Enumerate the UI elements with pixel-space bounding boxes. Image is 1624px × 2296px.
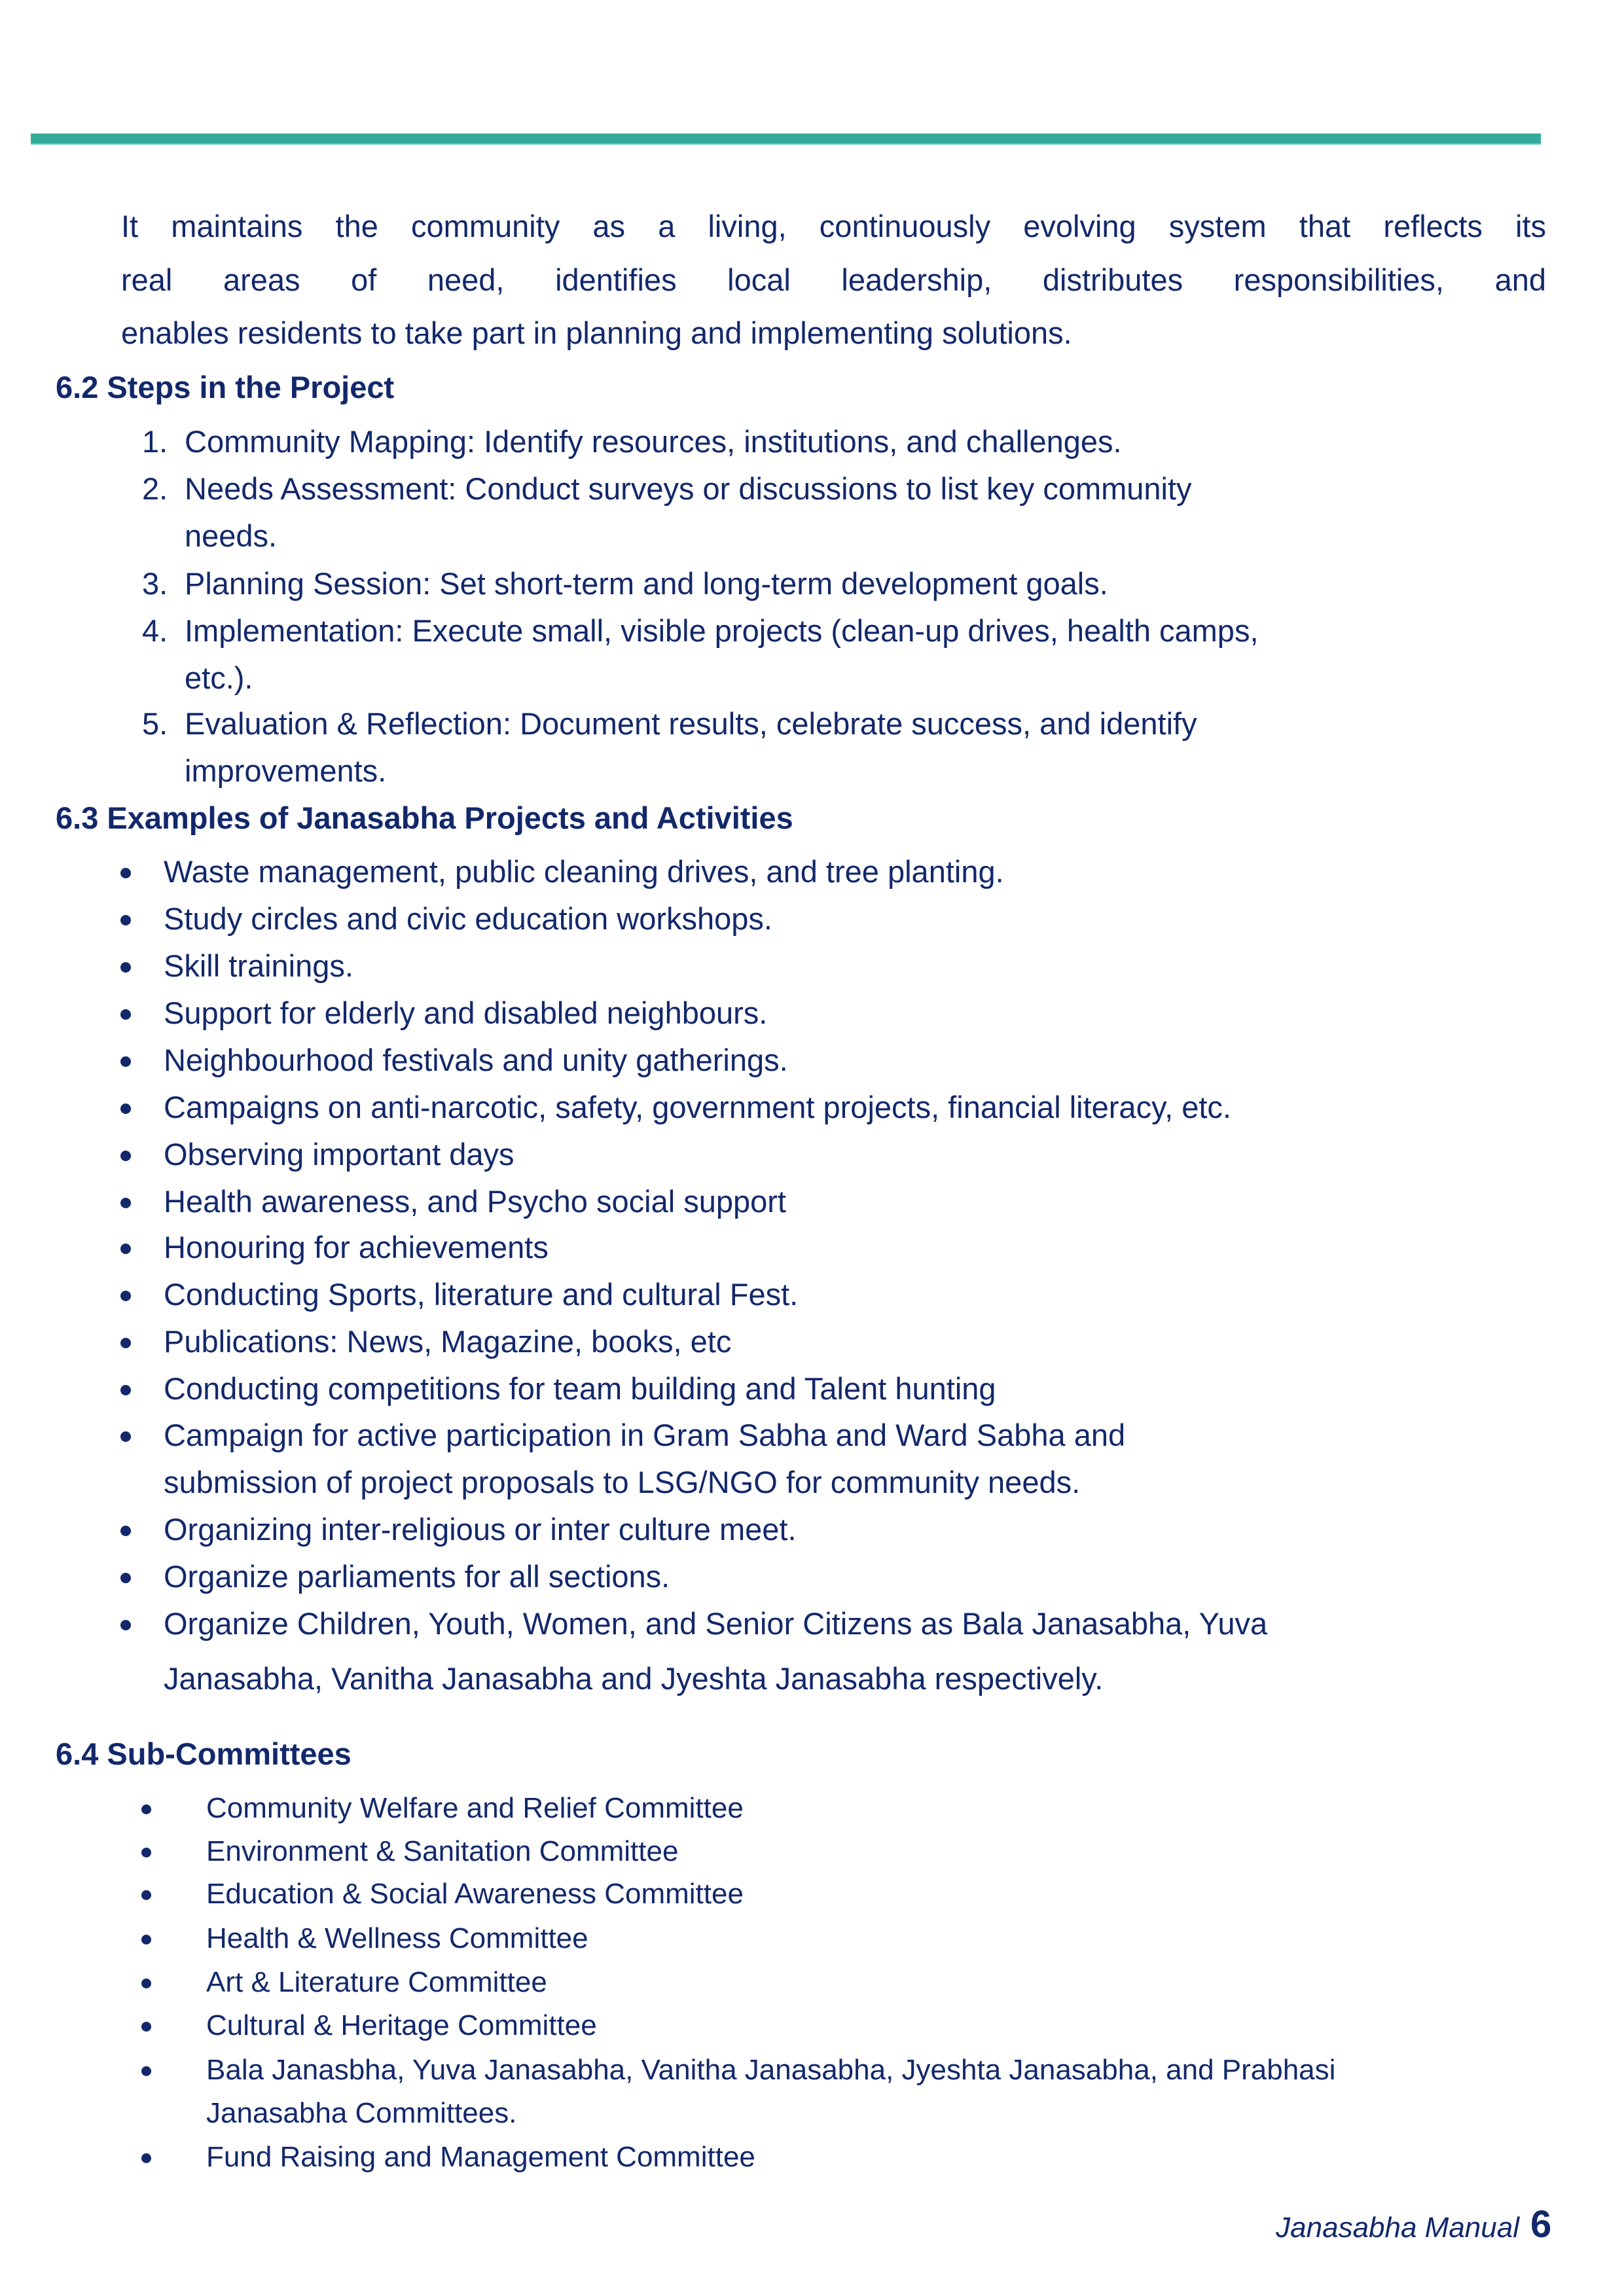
step-number: 3. [142, 566, 168, 601]
bullet-icon [120, 1526, 131, 1536]
step-number: 2. [142, 471, 168, 506]
bullet-icon [141, 1848, 151, 1857]
list-item-text: Art & Literature Committee [206, 1966, 547, 1998]
bullet-icon [120, 1573, 131, 1583]
bullet-icon [120, 1620, 131, 1630]
list-item-text: Health & Wellness Committee [206, 1922, 588, 1954]
bullet-icon [141, 1979, 151, 1988]
bullet-icon [120, 1198, 131, 1208]
step-number: 4. [142, 613, 168, 648]
step-text: Community Mapping: Identify resources, institutions, and challenges. [185, 424, 1122, 459]
bullet-icon [120, 1056, 131, 1067]
step-text: Implementation: Execute small, visible projects (clean-up drives, health camps, [185, 613, 1259, 648]
list-item-text: Campaigns on anti-narcotic, safety, government projects, financial literacy, etc. [164, 1090, 1231, 1124]
bullet-icon [141, 2153, 151, 2163]
header-rule [31, 134, 1541, 145]
step-text-continued: needs. [185, 518, 278, 553]
list-item-text: Health awareness, and Psycho social support [164, 1184, 786, 1219]
section-heading-6-2: 6.2 Steps in the Project [56, 370, 395, 404]
list-item-text: Observing important days [164, 1137, 514, 1172]
bullet-icon [120, 1431, 131, 1442]
list-item-text: Honouring for achievements [164, 1230, 549, 1265]
intro-line: It maintains the community as a living, continuously evolving system that reflects its [121, 209, 1546, 243]
step-text: Evaluation & Reflection: Document results, celebrate success, and identify [185, 706, 1197, 741]
list-item-text: Conducting competitions for team building and Talent hunting [164, 1371, 996, 1406]
list-item-text: Conducting Sports, literature and cultural Fest. [164, 1277, 799, 1312]
intro-line: real areas of need, identifies local leadership, distributes responsibilities, and [121, 262, 1546, 297]
bullet-icon [120, 915, 131, 925]
step-text: Planning Session: Set short-term and long-term development goals. [185, 566, 1108, 601]
bullet-icon [120, 1244, 131, 1254]
list-item-text: Publications: News, Magazine, books, etc [164, 1324, 732, 1359]
section-heading-6-4: 6.4 Sub-Committees [56, 1736, 352, 1771]
list-item-text-continued: submission of project proposals to LSG/NGO for community needs. [164, 1465, 1081, 1499]
list-item-text: Bala Janasbha, Yuva Janasabha, Vanitha Janasabha, Jyeshta Janasabha, and Prabhasi [206, 2054, 1336, 2086]
footer-manual-title: Janasabha Manual [1276, 2212, 1519, 2244]
bullet-icon [120, 1151, 131, 1161]
list-item-text: Waste management, public cleaning drives, and tree planting. [164, 854, 1004, 889]
bullet-icon [120, 1385, 131, 1395]
step-number: 1. [142, 424, 168, 459]
bullet-icon [141, 1935, 151, 1945]
bullet-icon [120, 962, 131, 973]
list-item-text: Campaign for active participation in Gram Sabha and Ward Sabha and [164, 1418, 1126, 1452]
bullet-icon [120, 1338, 131, 1348]
list-item-text-continued: Janasabha Committees. [206, 2097, 517, 2129]
list-item-text: Support for elderly and disabled neighbours. [164, 996, 768, 1030]
bullet-icon [120, 1103, 131, 1114]
bullet-icon [141, 1890, 151, 1900]
list-item-text-continued: Janasabha, Vanitha Janasabha and Jyeshta Janasabha respectively. [164, 1661, 1104, 1696]
intro-line: enables residents to take part in planning and implementing solutions. [121, 315, 1072, 350]
list-item-text: Education & Social Awareness Committee [206, 1878, 744, 1910]
list-item-text: Organize Children, Youth, Women, and Senior Citizens as Bala Janasabha, Yuva [164, 1606, 1268, 1641]
section-heading-6-3: 6.3 Examples of Janasabha Projects and Activities [56, 800, 793, 835]
bullet-icon [120, 868, 131, 878]
bullet-icon [141, 1804, 151, 1814]
step-text-continued: etc.). [185, 660, 253, 695]
bullet-icon [141, 2022, 151, 2032]
list-item-text: Study circles and civic education workshops. [164, 901, 772, 936]
list-item-text: Community Welfare and Relief Committee [206, 1792, 744, 1824]
bullet-icon [120, 1009, 131, 1020]
step-number: 5. [142, 706, 168, 741]
list-item-text: Environment & Sanitation Committee [206, 1835, 679, 1867]
bullet-icon [120, 1291, 131, 1301]
step-text-continued: improvements. [185, 753, 387, 788]
bullet-icon [141, 2066, 151, 2076]
list-item-text: Organizing inter-religious or inter culture meet. [164, 1512, 797, 1547]
list-item-text: Cultural & Heritage Committee [206, 2009, 597, 2041]
page-number: 6 [1530, 2203, 1552, 2246]
step-text: Needs Assessment: Conduct surveys or discussions to list key community [185, 471, 1192, 506]
list-item-text: Skill trainings. [164, 948, 353, 983]
list-item-text: Neighbourhood festivals and unity gatherings. [164, 1043, 788, 1077]
list-item-text: Organize parliaments for all sections. [164, 1559, 670, 1594]
list-item-text: Fund Raising and Management Committee [206, 2141, 755, 2173]
